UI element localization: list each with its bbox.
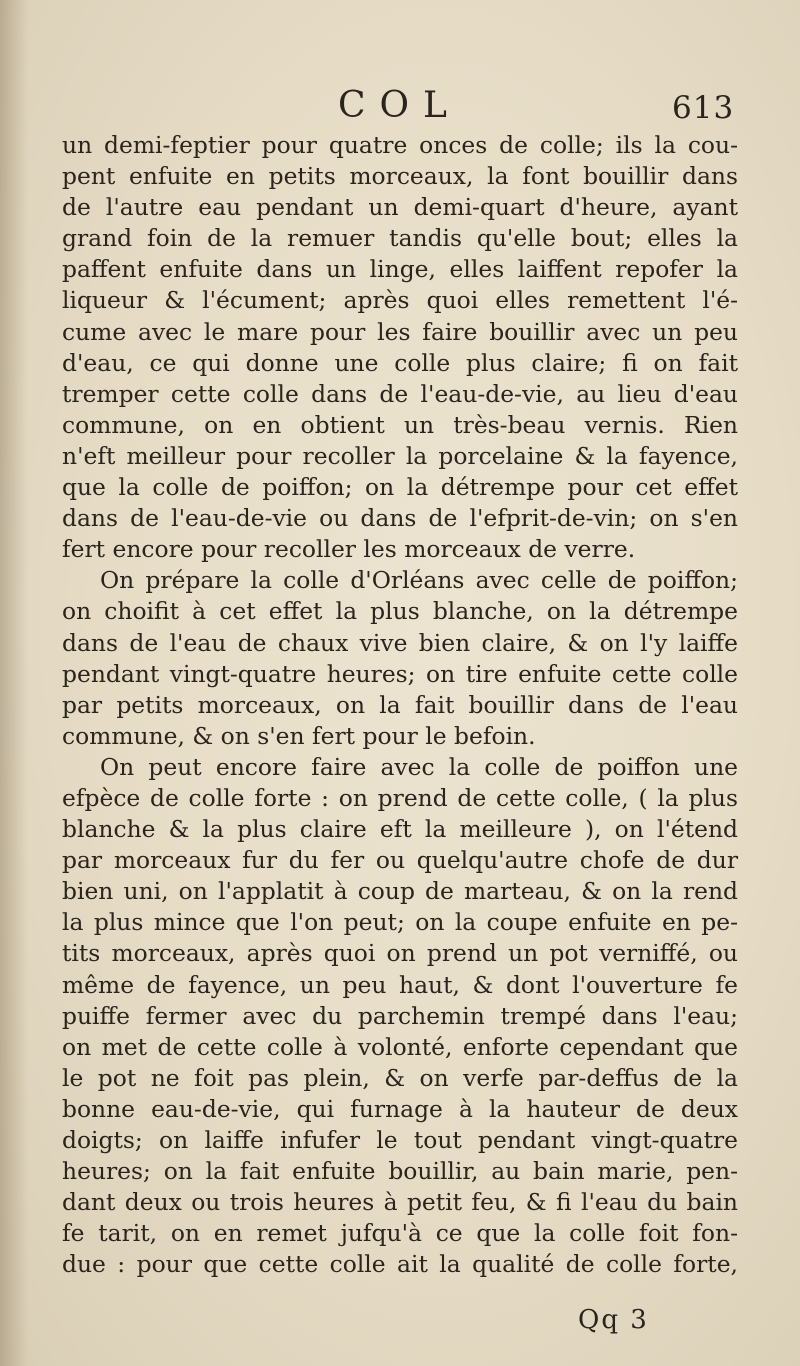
text-line: commune, on en obtient un très-beau vernis. Rien <box>62 410 738 439</box>
text-line: que la colle de poiffon; on la détrempe pour cet effet <box>62 473 738 502</box>
text-line: fe tarit, on en remet jufqu'à ce que la colle foit fon- <box>62 1219 738 1248</box>
text-line: On peut encore faire avec la colle de poiffon une <box>100 752 738 781</box>
text-line: de l'autre eau pendant un demi-quart d'heure, ayant <box>62 193 738 222</box>
text-line: due : pour que cette colle ait la qualité de colle forte, <box>62 1250 738 1279</box>
text-line: pendant vingt-quatre heures; on tire enfuite cette colle <box>62 659 738 688</box>
text-line: blanche & la plus claire eft la meilleure ), on l'étend <box>62 815 738 844</box>
text-line: dans de l'eau-de-vie ou dans de l'efprit-de-vin; on s'en <box>62 504 738 533</box>
text-line: tits morceaux, après quoi on prend un pot verniffé, ou <box>62 939 738 968</box>
text-line: puiffe fermer avec du parchemin trempé dans l'eau; <box>62 1001 738 1030</box>
text-line: un demi-feptier pour quatre onces de colle; ils la cou- <box>62 131 738 159</box>
text-line: même de fayence, un peu haut, & dont l'ouverture fe <box>62 970 738 999</box>
paragraph-3 <box>62 752 738 1281</box>
text-line: grand foin de la remuer tandis qu'elle bout; elles la <box>62 224 738 253</box>
running-head <box>0 84 800 128</box>
page-number: 613 <box>672 90 735 126</box>
running-head-title: COL <box>338 85 461 126</box>
text-line: dans de l'eau de chaux vive bien claire, & on l'y laiffe <box>62 628 738 657</box>
spine-shadow <box>0 0 28 1366</box>
text-line: cume avec le mare pour les faire bouillir avec un peu <box>62 317 738 346</box>
text-line: d'eau, ce qui donne une colle plus claire; fi on fait <box>62 348 738 377</box>
text-line: doigts; on laiffe infufer le tout pendant vingt-quatre <box>62 1126 738 1154</box>
text-line: liqueur & l'écument; après quoi elles remettent l'é- <box>62 286 738 315</box>
text-line: n'eft meilleur pour recoller la porcelaine & la fayence, <box>62 441 738 470</box>
text-line: on choifit à cet effet la plus blanche, on la détrempe <box>62 597 738 626</box>
text-line: bonne eau-de-vie, qui furnage à la hauteur de deux <box>62 1094 738 1123</box>
text-line: par morceaux fur du fer ou quelqu'autre chofe de dur <box>62 846 738 875</box>
text-line: on met de cette colle à volonté, enforte cependant que <box>62 1032 738 1061</box>
paragraph-1 <box>62 130 738 565</box>
signature-mark: Qq 3 <box>578 1305 649 1335</box>
paragraph-2 <box>62 565 738 752</box>
text-line: fert encore pour recoller les morceaux de verre. <box>62 535 636 564</box>
text-line: le pot ne foit pas plein, & on verfe par-deffus de la <box>62 1063 738 1092</box>
text-line: bien uni, on l'applatit à coup de marteau, & on la rend <box>62 877 738 906</box>
text-line: la plus mince que l'on peut; on la coupe enfuite en pe- <box>62 908 738 937</box>
text-line: pent enfuite en petits morceaux, la font bouillir dans <box>62 162 738 191</box>
text-line: dant deux ou trois heures à petit feu, & fi l'eau du bain <box>62 1188 738 1217</box>
text-line: paffent enfuite dans un linge, elles laiffent repofer la <box>62 255 738 284</box>
body-text <box>62 130 738 1280</box>
text-line: efpèce de colle forte : on prend de cette colle, ( la plus <box>62 783 738 812</box>
text-line: heures; on la fait enfuite bouillir, au bain marie, pen- <box>62 1157 738 1186</box>
text-line: On prépare la colle d'Orléans avec celle de poiffon; <box>100 566 738 595</box>
text-line: par petits morceaux, on la fait bouillir dans de l'eau <box>62 690 738 719</box>
text-line: tremper cette colle dans de l'eau-de-vie, au lieu d'eau <box>62 379 738 408</box>
text-line: commune, & on s'en fert pour le befoin. <box>62 721 536 750</box>
